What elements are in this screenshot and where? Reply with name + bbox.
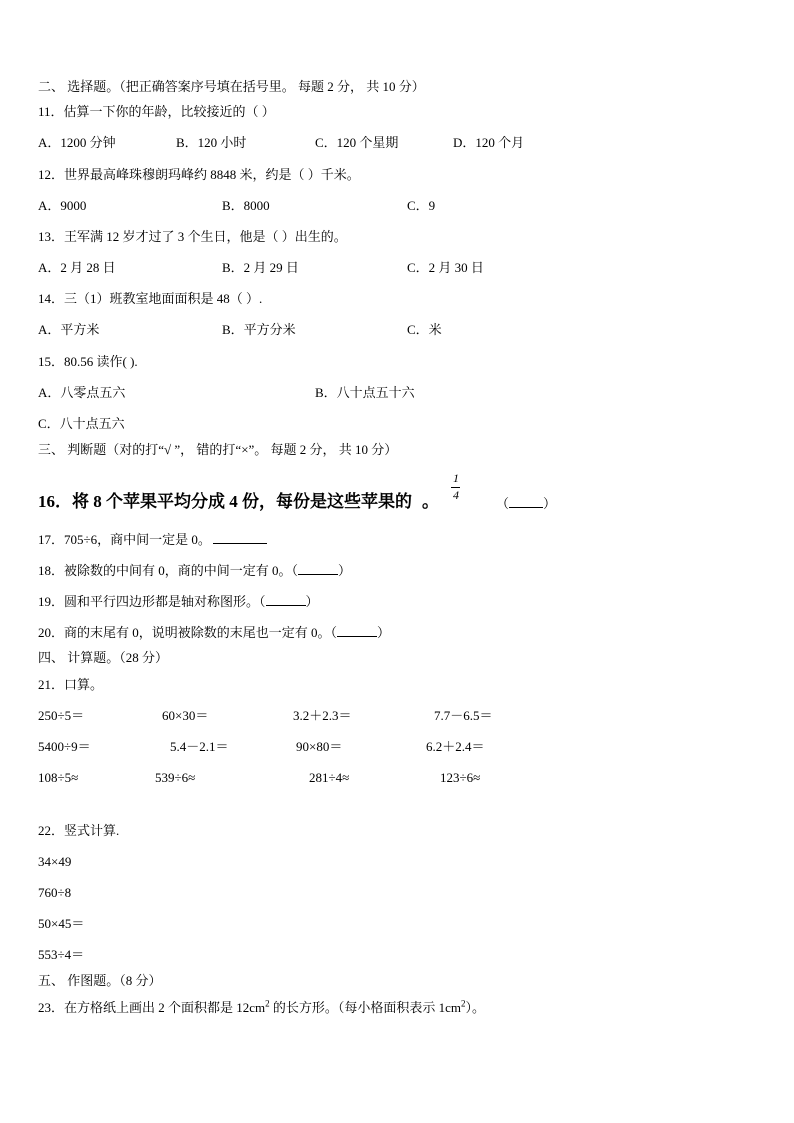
mental-calc-item: 7.7－6.5＝ — [434, 708, 493, 723]
q12-option-c: C．9 — [407, 198, 436, 213]
section-3-heading: 三、 判断题（对的打“√ ”， 错的打“×”。 每题 2 分， 共 10 分） — [38, 442, 398, 457]
q13-option-b: B．2 月 29 日 — [222, 260, 299, 275]
section-4-heading: 四、 计算题。（28 分） — [38, 650, 169, 665]
vertical-calc-item: 760÷8 — [38, 885, 72, 900]
q23-text-3: ）。 — [465, 1000, 486, 1015]
q14-option-a: A．平方米 — [38, 322, 100, 337]
q16-paren-close: ） — [543, 496, 557, 511]
question-18 — [38, 562, 351, 579]
mental-calc-item: 60×30＝ — [162, 708, 209, 723]
question-12: 12．世界最高峰珠穆朗玛峰约 8848 米，约是（ ）千米。 — [38, 167, 360, 182]
question-14: 14．三（1）班教室地面面积是 48（ ）. — [38, 291, 263, 306]
q11-option-c: C．120 个星期 — [315, 135, 399, 150]
vertical-calc-item: 553÷4＝ — [38, 947, 85, 962]
q18-paren-close: ） — [338, 563, 352, 578]
q16-fraction-numerator: 1 — [453, 471, 459, 485]
question-20 — [38, 624, 390, 641]
q16-fraction-denominator: 4 — [453, 488, 459, 502]
q19-text: 19．圆和平行四边形都是轴对称图形。（ — [38, 594, 266, 609]
mental-calc-item: 108÷5≈ — [38, 770, 79, 785]
q16-text: 16．将 8 个苹果平均分成 4 份，每份是这些苹果的 — [38, 492, 412, 511]
q15-option-a: A．八零点五六 — [38, 385, 126, 400]
q16-tail: 。 — [422, 492, 439, 511]
question-11: 11．估算一下你的年龄，比较接近的（ ） — [38, 104, 275, 119]
mental-calc-item: 250÷5＝ — [38, 708, 85, 723]
mental-calc-item: 123÷6≈ — [440, 770, 481, 785]
mental-calc-item: 90×80＝ — [296, 739, 343, 754]
q15-option-b: B．八十点五十六 — [315, 385, 415, 400]
mental-calc-item: 539÷6≈ — [155, 770, 196, 785]
q20-text: 20．商的末尾有 0，说明被除数的末尾也一定有 0。（ — [38, 625, 338, 640]
q23-superscript-1: 2 — [265, 998, 270, 1009]
q13-option-a: A．2 月 28 日 — [38, 260, 116, 275]
q20-answer-blank — [337, 624, 377, 637]
q13-option-c: C．2 月 30 日 — [407, 260, 484, 275]
q20-paren-close: ） — [377, 625, 391, 640]
section-5-heading: 五、 作图题。（8 分） — [38, 973, 162, 988]
q11-option-a: A．1200 分钟 — [38, 135, 116, 150]
question-16 — [38, 491, 439, 513]
mental-calc-item: 6.2＋2.4＝ — [426, 739, 485, 754]
question-17 — [38, 531, 267, 548]
q15-option-c: C．八十点五六 — [38, 416, 125, 431]
q16-answer-blank — [496, 495, 556, 512]
q17-answer-blank — [213, 531, 267, 544]
q18-text: 18．被除数的中间有 0，商的中间一定有 0。（ — [38, 563, 299, 578]
vertical-calc-item: 50×45＝ — [38, 916, 85, 931]
q18-answer-blank — [298, 562, 338, 575]
q23-text-1: 23．在方格纸上画出 2 个面积都是 12cm — [38, 1000, 266, 1015]
q19-answer-blank — [266, 593, 306, 606]
q12-option-b: B．8000 — [222, 198, 270, 213]
question-21-label: 21．口算。 — [38, 677, 104, 692]
question-22-label: 22．竖式计算. — [38, 823, 120, 838]
mental-calc-item: 5.4－2.1＝ — [170, 739, 229, 754]
question-23 — [38, 1000, 485, 1016]
question-19 — [38, 593, 319, 610]
q14-option-c: C．米 — [407, 322, 442, 337]
q23-superscript-2: 2 — [461, 998, 466, 1009]
q11-option-d: D．120 个月 — [453, 135, 525, 150]
mental-calc-item: 281÷4≈ — [309, 770, 350, 785]
mental-calc-item: 3.2＋2.3＝ — [293, 708, 352, 723]
vertical-calc-item: 34×49 — [38, 854, 72, 869]
q19-paren-close: ） — [305, 594, 319, 609]
q11-option-b: B．120 小时 — [176, 135, 247, 150]
question-15: 15．80.56 读作( ). — [38, 354, 138, 369]
q12-option-a: A．9000 — [38, 198, 87, 213]
q16-paren-open: （ — [496, 496, 510, 511]
q17-text: 17．705÷6，商中间一定是 0。 — [38, 532, 211, 547]
q14-option-b: B．平方分米 — [222, 322, 296, 337]
mental-calc-item: 5400÷9＝ — [38, 739, 91, 754]
q23-text-2: 的长方形。（每小格面积表示 1cm — [269, 1000, 462, 1015]
section-2-heading: 二、 选择题。（把正确答案序号填在括号里。 每题 2 分， 共 10 分） — [38, 79, 425, 94]
question-13: 13．王军满 12 岁才过了 3 个生日，他是（ ）出生的。 — [38, 229, 347, 244]
